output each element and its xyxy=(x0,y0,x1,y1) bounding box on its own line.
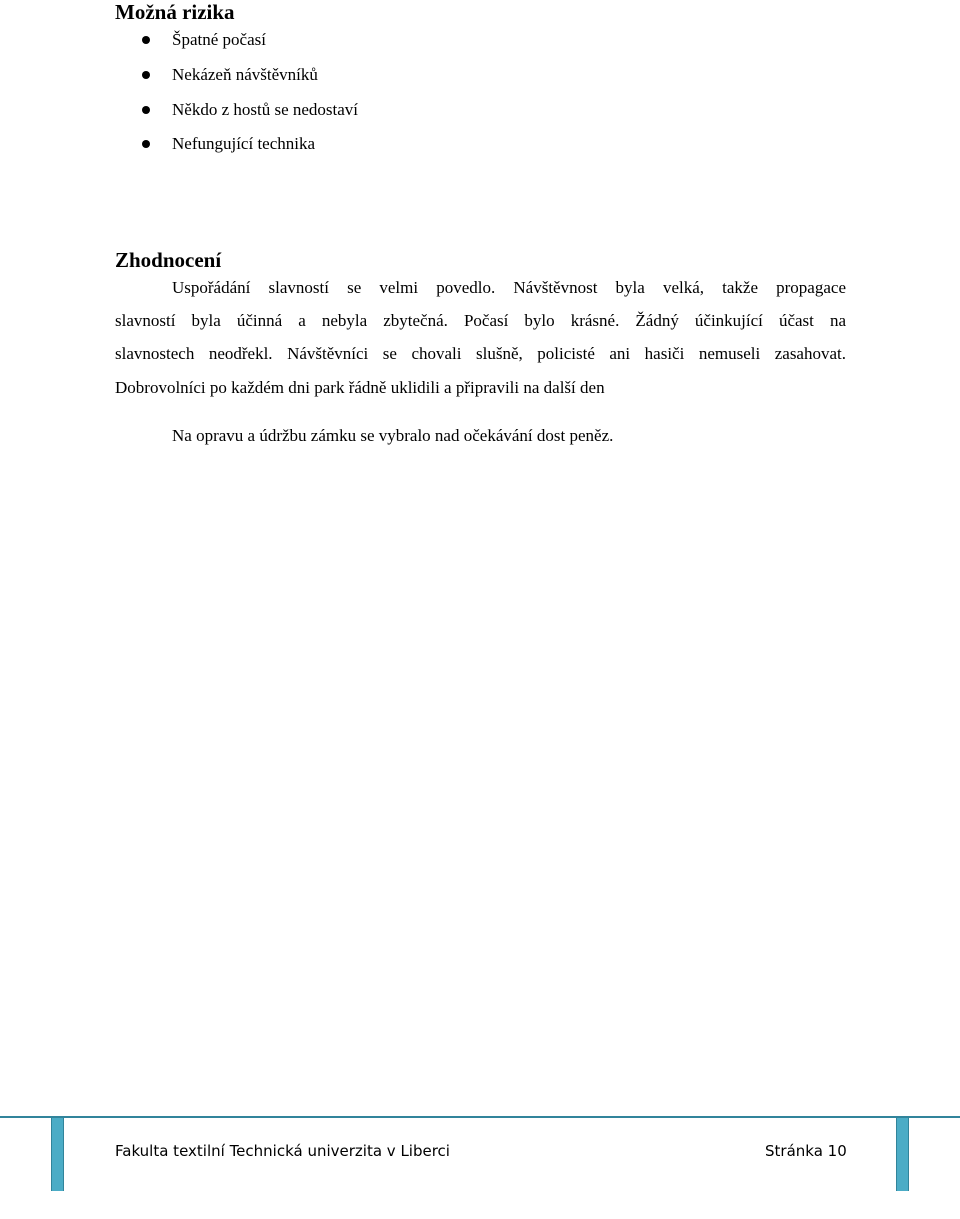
closing-paragraph: Na opravu a údržbu zámku se vybralo nad očekávání dost peněz. xyxy=(172,426,614,445)
list-item-text: Nekázeň návštěvníků xyxy=(172,65,318,84)
list-item xyxy=(0,63,600,87)
footer-accent-bar-left xyxy=(51,1118,64,1191)
list-item xyxy=(0,98,600,122)
paragraph-line: Uspořádání slavností se velmi povedlo. Návštěvnost byla velká, takže propagace xyxy=(172,278,846,297)
bullet-icon xyxy=(142,36,150,44)
list-item-text: Špatné počasí xyxy=(172,30,266,49)
section-heading-risks: Možná rizika xyxy=(115,0,235,24)
paragraph-line: slavnostech neodřekl. Návštěvníci se chovali slušně, policisté ani hasiči nemuseli zasahovat. xyxy=(115,344,846,363)
list-item-text: Nefungující technika xyxy=(172,134,316,153)
list-item xyxy=(0,132,600,156)
footer-institution: Fakulta textilní Technická univerzita v Liberci xyxy=(115,1142,450,1160)
footer-divider xyxy=(0,1116,960,1118)
bullet-icon xyxy=(142,106,150,114)
list-item xyxy=(0,28,600,52)
bullet-icon xyxy=(142,71,150,79)
paragraph-line: slavností byla účinná a nebyla zbytečná. Počasí bylo krásné. Žádný účinkující účast na xyxy=(115,311,846,330)
paragraph-line: Dobrovolníci po každém dni park řádně uklidili a připravili na další den xyxy=(115,378,605,397)
bullet-icon xyxy=(142,140,150,148)
list-item-text: Někdo z hostů se nedostaví xyxy=(172,100,359,119)
footer-accent-bar-right xyxy=(896,1118,909,1191)
footer-page-number: Stránka 10 xyxy=(765,1142,847,1160)
section-heading-evaluation: Zhodnocení xyxy=(115,248,222,272)
